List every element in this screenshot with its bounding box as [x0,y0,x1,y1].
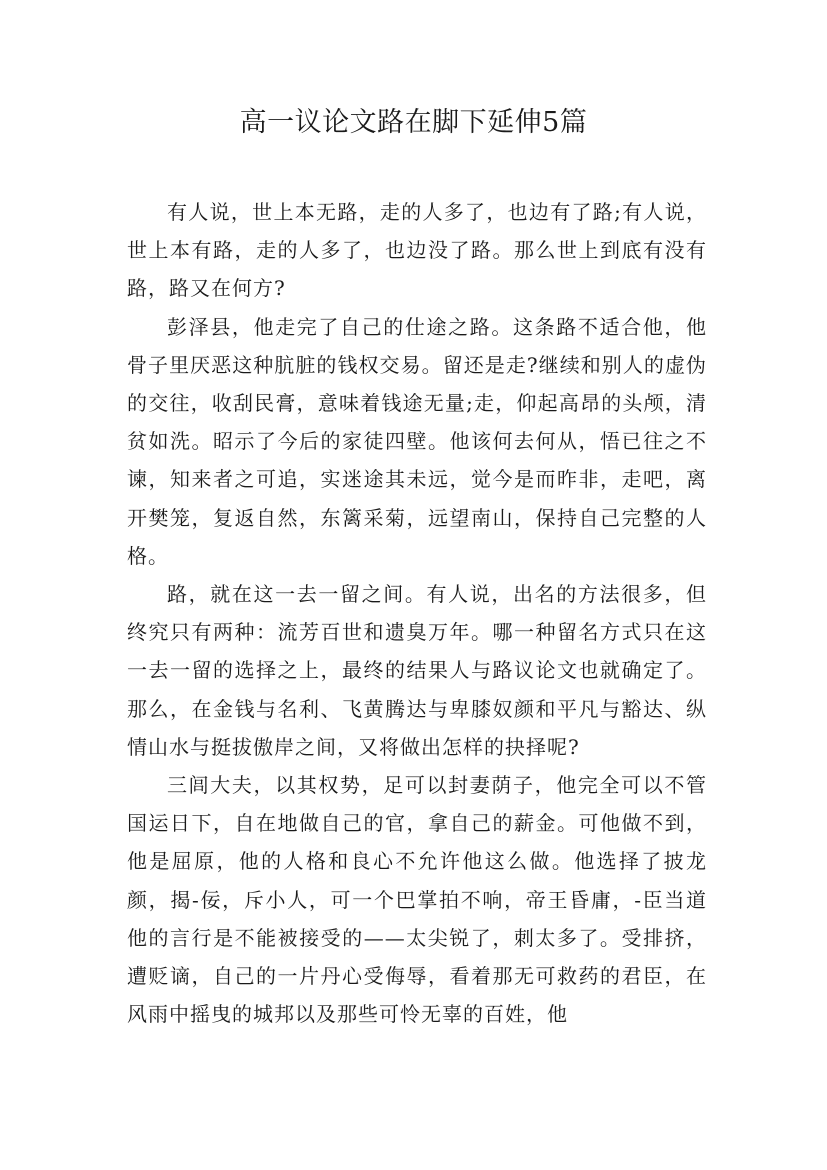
document-title: 高一议论文路在脚下延伸5篇 [239,107,588,138]
paragraph-3: 路，就在这一去一留之间。有人说，出名的方法很多，但终究只有两种：流芳百世和遗臭万年。哪一种留名方式只在这一去一留的选择之上，最终的结果人与路议论文也就确定了。那么，在金钱与名利、飞黄腾达与卑膝奴颜和平凡与豁达、纵情山水与挺拔傲岸之间，又将做出怎样的抉择呢? [127,582,707,759]
paragraph-2: 彭泽县，他走完了自己的仕途之路。这条路不适合他，他骨子里厌恶这种肮脏的钱权交易。留还是走?继续和别人的虚伪的交往，收刮民膏，意味着钱途无量;走，仰起高昂的头颅，清贫如洗。昭示了今后的家徒四壁。他该何去何从，悟已往之不谏，知来者之可追，实迷途其未远，觉今是而昨非，走吧，离开樊笼，复返自然，东篱采菊，远望南山，保持自己完整的人格。 [127,314,707,568]
paragraph-4: 三闾大夫，以其权势，足可以封妻荫子，他完全可以不管国运日下，自在地做自己的官，拿自己的薪金。可他做不到，他是屈原，他的人格和良心不允许他这么做。他选择了披龙颜，揭-佞，斥小人，可一个巴掌拍不响，帝王昏庸，-臣当道他的言行是不能被接受的——太尖锐了，刺太多了。受排挤，遭贬谪，自己的一片丹心受侮辱，看着那无可救药的君臣，在风雨中摇曳的城邦以及那些可怜无辜的百姓，他 [127,773,707,1027]
document-body [127,193,707,1033]
paragraph-1: 有人说，世上本无路，走的人多了，也边有了路;有人说，世上本有路，走的人多了，也边没了路。那么世上到底有没有路，路又在何方? [127,200,707,301]
